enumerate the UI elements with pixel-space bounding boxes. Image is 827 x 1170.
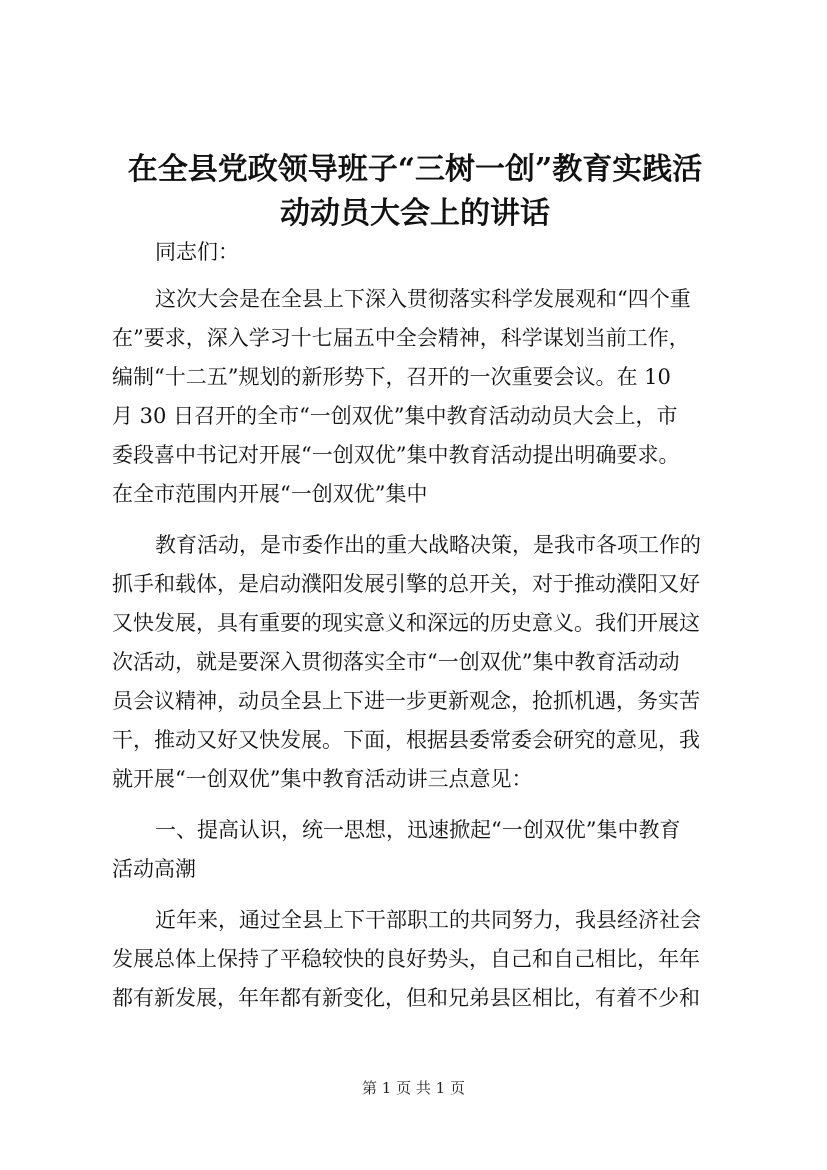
body-line: 月 30 日召开的全市“一创双优”集中教育活动动员大会上，市 [112, 404, 678, 428]
body-line: 在全市范围内开展“一创双优”集中 [112, 482, 428, 506]
body-line: 员会议精神，动员全县上下进一步更新观念，抢抓机遇，务实苦 [112, 689, 700, 713]
body-line: 次活动，就是要深入贯彻落实全市“一创双优”集中教育活动动 [112, 650, 680, 674]
body-line: 教育活动，是市委作出的重大战略决策，是我市各项工作的 [155, 533, 701, 557]
body-line: 委段喜中书记对开展“一创双优”集中教育活动提出明确要求。 [112, 443, 680, 467]
salutation: 同志们： [155, 240, 239, 264]
document-title-line-1: 在全县党政领导班子“三树一创”教育实践活 [127, 152, 703, 187]
body-line: 这次大会是在全县上下深入贯彻落实科学发展观和“四个重 [155, 287, 691, 311]
body-line: 就开展“一创双优”集中教育活动讲三点意见： [112, 767, 533, 791]
body-line: 在”要求，深入学习十七届五中全会精神，科学谋划当前工作， [112, 326, 690, 350]
section-heading: 活动高潮 [112, 857, 196, 881]
body-line: 抓手和载体，是启动濮阳发展引擎的总开关，对于推动濮阳又好 [112, 572, 700, 596]
body-line: 又快发展，具有重要的现实意义和深远的历史意义。我们开展这 [112, 611, 700, 635]
document-title-line-2: 动动员大会上的讲话 [280, 196, 550, 231]
body-line: 都有新发展，年年都有新变化，但和兄弟县区相比，有着不少和 [112, 986, 700, 1010]
page-number-footer: 第 1 页 共 1 页 [362, 1079, 465, 1097]
body-line: 干，推动又好又快发展。下面，根据县委常委会研究的意见，我 [112, 728, 700, 752]
section-heading: 一、提高认识，统一思想，迅速掀起“一创双优”集中教育 [155, 818, 681, 842]
body-line: 发展总体上保持了平稳较快的良好势头，自己和自己相比，年年 [112, 947, 700, 971]
body-line: 编制“十二五”规划的新形势下，召开的一次重要会议。在 10 [112, 365, 671, 389]
body-line: 近年来，通过全县上下干部职工的共同努力，我县经济社会 [155, 908, 701, 932]
